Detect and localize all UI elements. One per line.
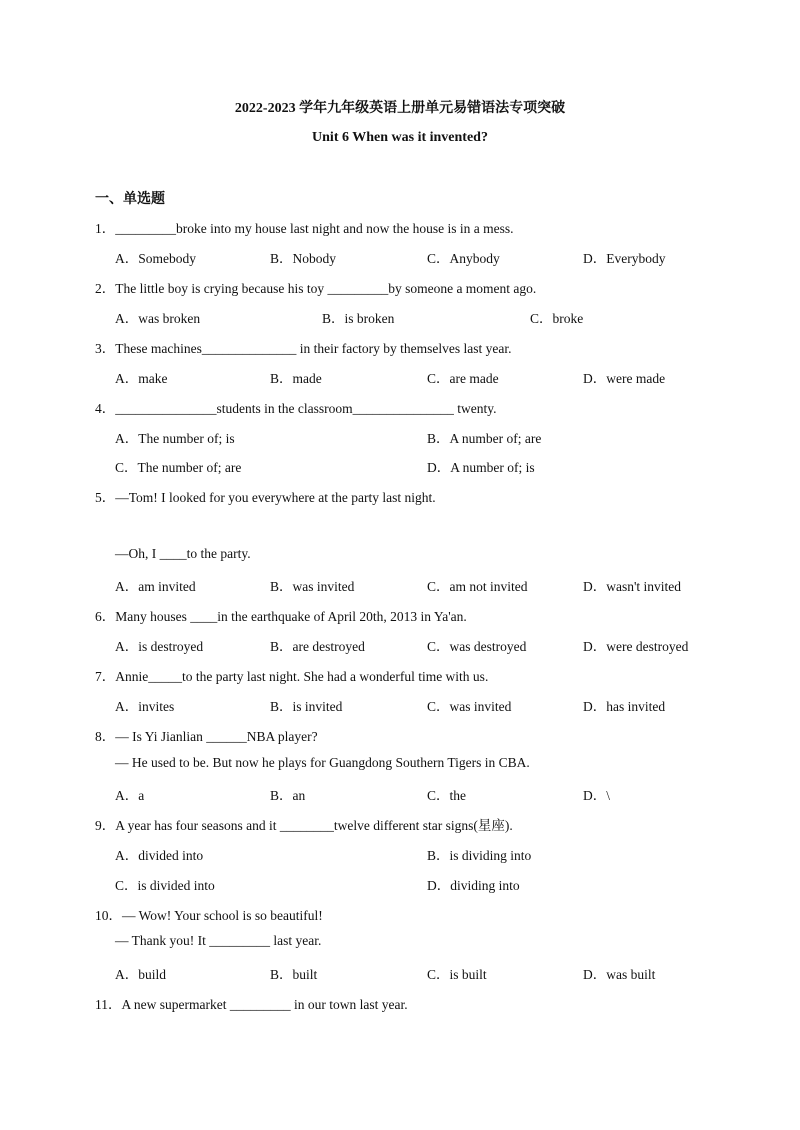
question-9-option-c: C．is divided into [115,878,215,893]
question-7-option-d: D．has invited [583,699,666,714]
question-6-option-c: C．was destroyed [427,639,527,654]
question-7-stem: 7．Annie_____to the party last night. She had a wonderful time with us. [95,669,489,684]
question-2-option-c: C．broke [530,311,584,326]
question-10-option-a: A．build [115,967,167,982]
question-1-option-b: B．Nobody [270,251,337,266]
question-10-stem-reply: — Thank you! It _________ last year. [115,933,322,948]
question-7-option-c: C．was invited [427,699,512,714]
question-4-option-b: B．A number of; are [427,431,542,446]
question-2-option-a: A．was broken [115,311,201,326]
page-title: 2022-2023 学年九年级英语上册单元易错语法专项突破 [234,101,566,116]
page-subtitle: Unit 6 When was it invented? [312,130,488,145]
question-1-stem: 1．_________broke into my house last night and now the house is in a mess. [95,221,514,236]
question-10-option-d: D．was built [583,967,656,982]
question-2-option-b: B．is broken [322,311,395,326]
question-5-option-a: A．am invited [115,579,196,594]
question-3-option-c: C．are made [427,371,499,386]
question-8-stem-reply: — He used to be. But now he plays for Guangdong Southern Tigers in CBA. [115,755,530,770]
question-9-option-a: A．divided into [115,848,204,863]
question-3-stem: 3．These machines______________ in their factory by themselves last year. [95,341,512,356]
question-7-option-b: B．is invited [270,699,343,714]
question-10-stem: 10．— Wow! Your school is so beautiful! [95,908,323,923]
section-heading: 一、单选题 [95,192,165,207]
question-5-option-d: D．wasn't invited [583,579,682,594]
question-6-option-d: D．were destroyed [583,639,689,654]
question-5-option-c: C．am not invited [427,579,528,594]
question-2-stem: 2．The little boy is crying because his toy _________by someone a moment ago. [95,281,537,296]
question-8-stem: 8．— Is Yi Jianlian ______NBA player? [95,729,318,744]
question-3-option-a: A．make [115,371,168,386]
question-10-option-c: C．is built [427,967,487,982]
question-7-option-a: A．invites [115,699,175,714]
question-4-stem: 4．_______________students in the classroom_______________ twenty. [95,401,497,416]
question-3-option-b: B．made [270,371,322,386]
question-1-option-a: A．Somebody [115,251,196,266]
question-11-stem: 11．A new supermarket _________ in our town last year. [95,997,408,1012]
question-9-option-d: D．dividing into [427,878,520,893]
question-5-stem-reply: —Oh, I ____to the party. [115,546,251,561]
question-5-stem: 5．—Tom! I looked for you everywhere at the party last night. [95,490,436,505]
question-10-option-b: B．built [270,967,318,982]
question-6-option-b: B．are destroyed [270,639,365,654]
question-8-option-a: A．a [115,788,145,803]
question-6-option-a: A．is destroyed [115,639,204,654]
question-9-stem: 9．A year has four seasons and it ________twelve different star signs(星座). [95,818,513,833]
question-3-option-d: D．were made [583,371,666,386]
question-4-option-d: D．A number of; is [427,460,535,475]
question-8-option-d: D．\ [583,788,610,803]
question-9-option-b: B．is dividing into [427,848,532,863]
question-4-option-c: C．The number of; are [115,460,242,475]
question-6-stem: 6．Many houses ____in the earthquake of April 20th, 2013 in Ya'an. [95,609,467,624]
question-8-option-c: C．the [427,788,466,803]
question-1-option-d: D．Everybody [583,251,666,266]
question-5-option-b: B．was invited [270,579,355,594]
question-1-option-c: C．Anybody [427,251,500,266]
question-4-option-a: A．The number of; is [115,431,235,446]
question-8-option-b: B．an [270,788,306,803]
